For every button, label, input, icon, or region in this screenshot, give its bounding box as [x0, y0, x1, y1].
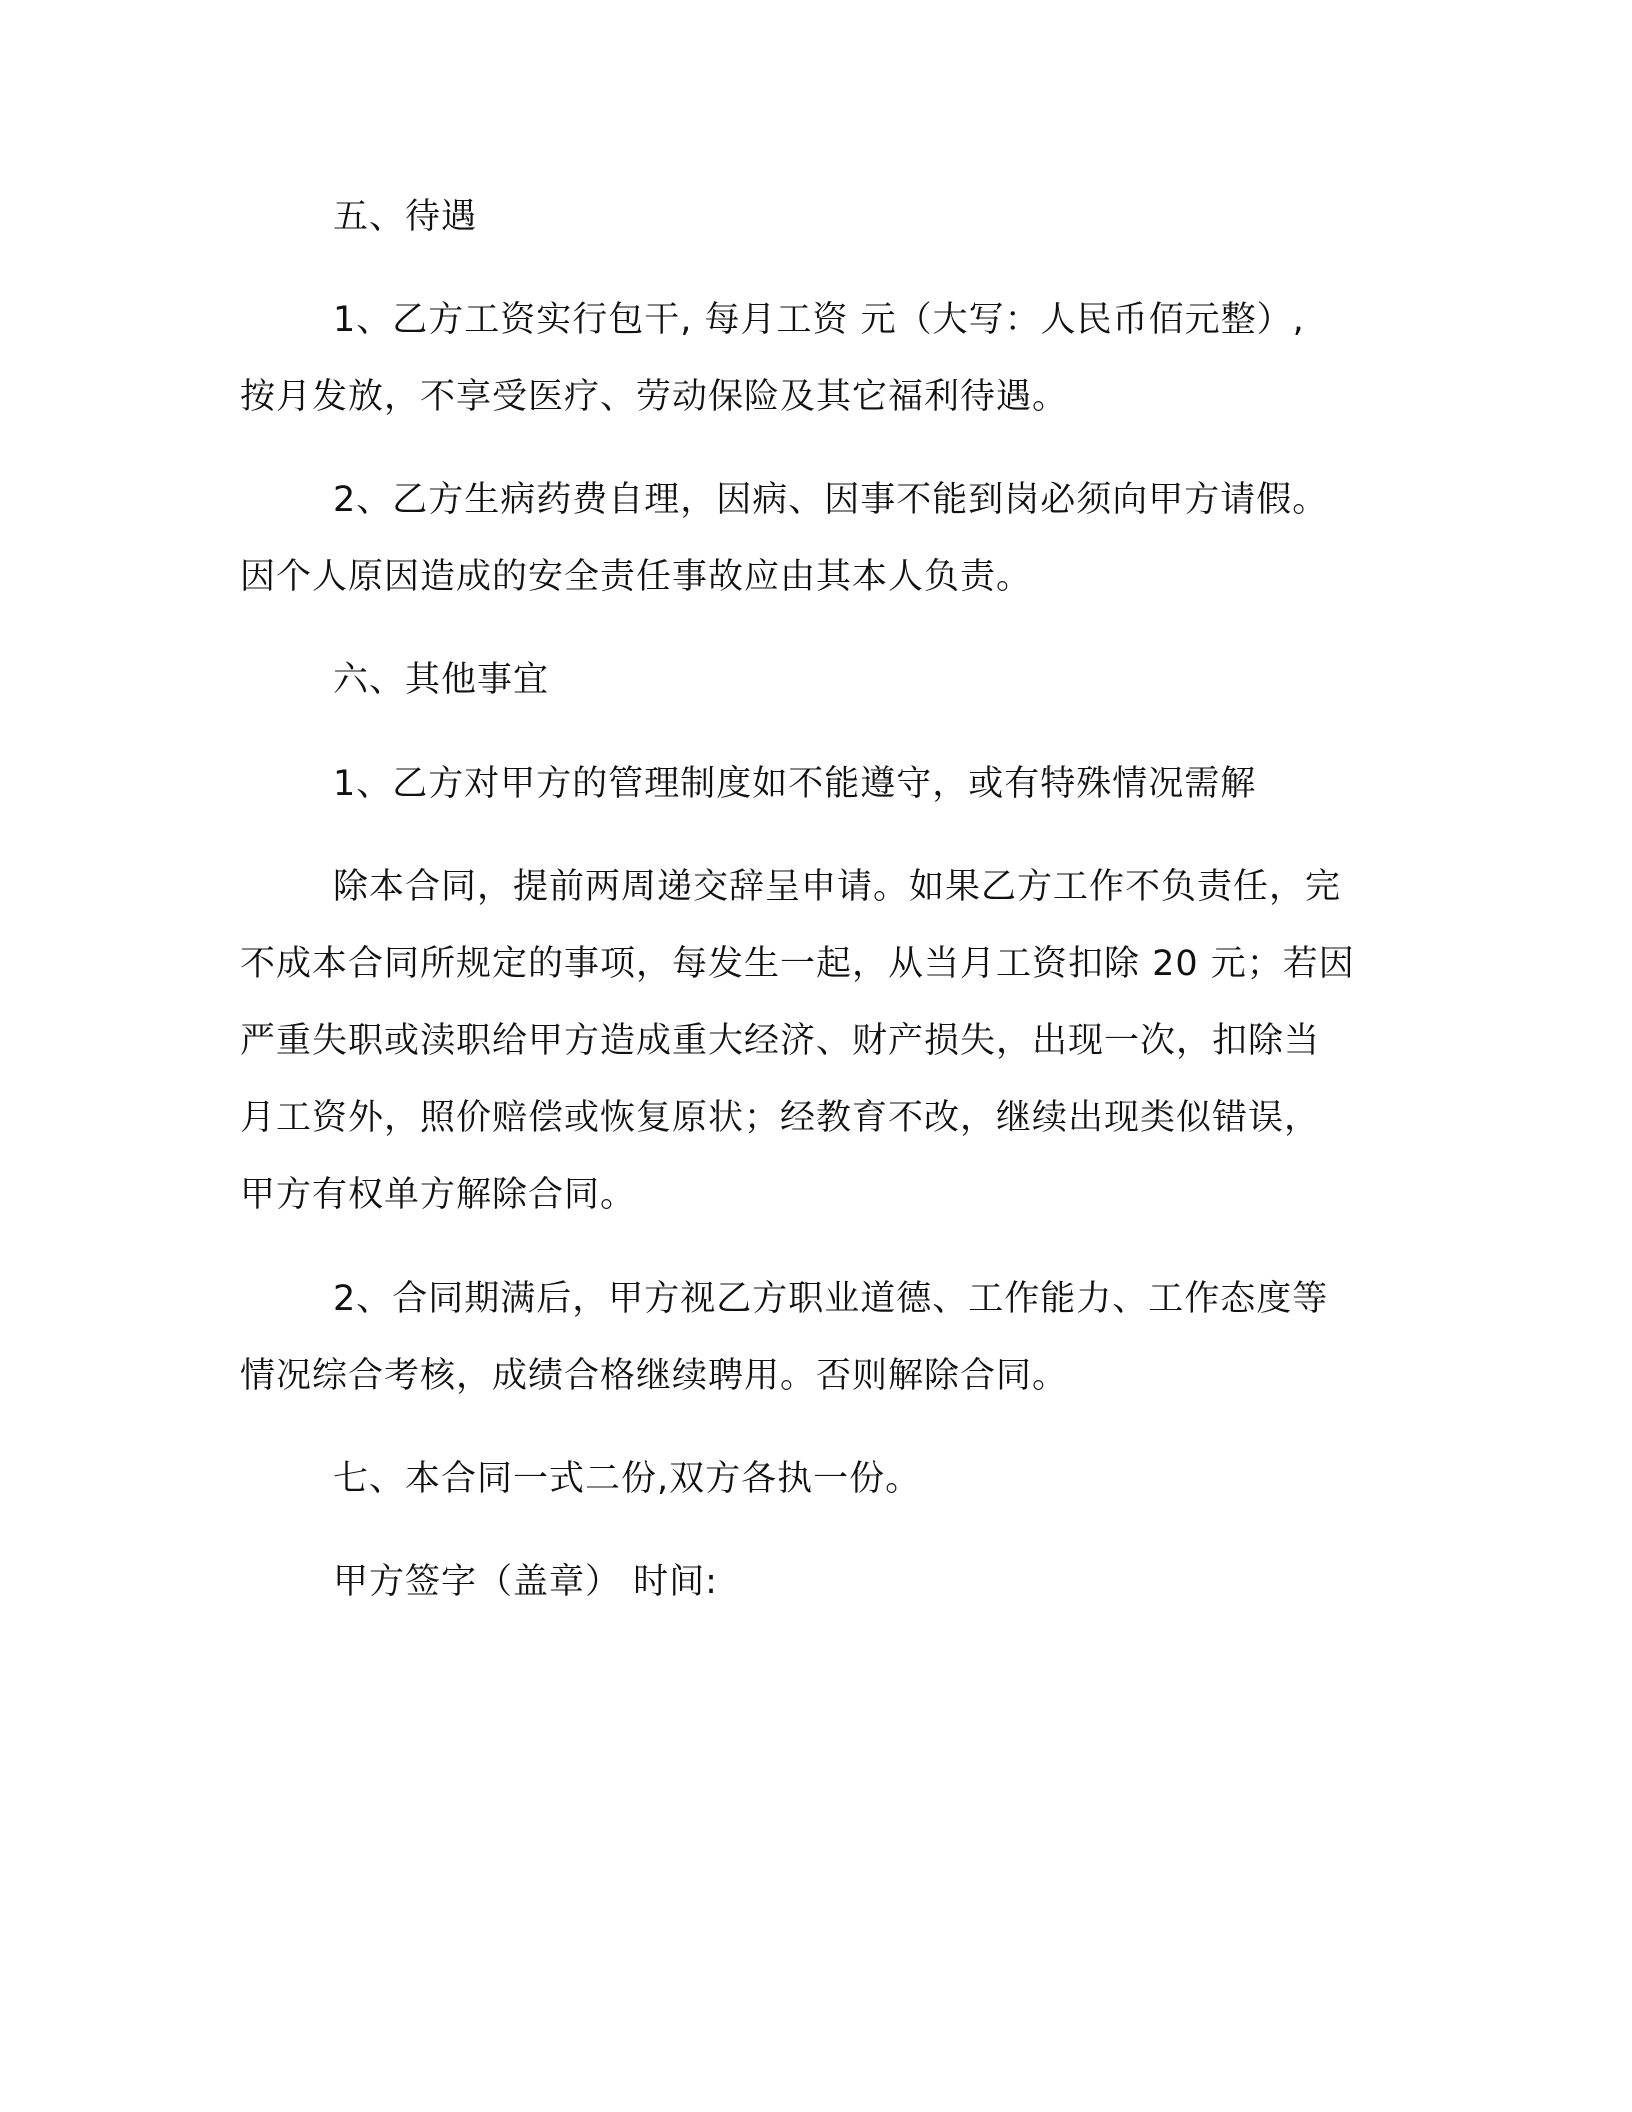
paragraph-line: 2、乙方生病药费自理，因病、因事不能到岗必须向甲方请假。 — [333, 480, 1329, 520]
paragraph-line: 1、乙方对甲方的管理制度如不能遵守，或有特殊情况需解 — [333, 764, 1257, 804]
paragraph-line: 1、乙方工资实行包干, 每月工资 元（大写：人民币佰元整）, — [333, 300, 1305, 340]
paragraph-line: 不成本合同所规定的事项，每发生一起，从当月工资扣除 20 元；若因 — [240, 944, 1355, 984]
paragraph-line: 月工资外，照价赔偿或恢复原状；经教育不改，继续出现类似错误， — [240, 1098, 1321, 1138]
signature-line: 甲方签字（盖章） 时间: — [333, 1562, 718, 1602]
section-heading-treatment: 五、待遇 — [333, 197, 478, 237]
paragraph-line: 严重失职或渎职给甲方造成重大经济、财产损失，出现一次，扣除当 — [240, 1021, 1321, 1061]
paragraph-line: 甲方有权单方解除合同。 — [240, 1175, 637, 1215]
paragraph-line: 因个人原因造成的安全责任事故应由其本人负责。 — [240, 557, 1033, 597]
section-heading-copies: 七、本合同一式二份,双方各执一份。 — [333, 1459, 922, 1499]
section-heading-other-matters: 六、其他事宜 — [333, 660, 550, 700]
paragraph-line: 2、合同期满后，甲方视乙方职业道德、工作能力、工作态度等 — [333, 1279, 1329, 1319]
paragraph-line: 按月发放，不享受医疗、劳动保险及其它福利待遇。 — [240, 377, 1069, 417]
paragraph-line: 除本合同，提前两周递交辞呈申请。如果乙方工作不负责任，完 — [333, 867, 1342, 907]
paragraph-line: 情况综合考核，成绩合格继续聘用。否则解除合同。 — [240, 1356, 1069, 1396]
